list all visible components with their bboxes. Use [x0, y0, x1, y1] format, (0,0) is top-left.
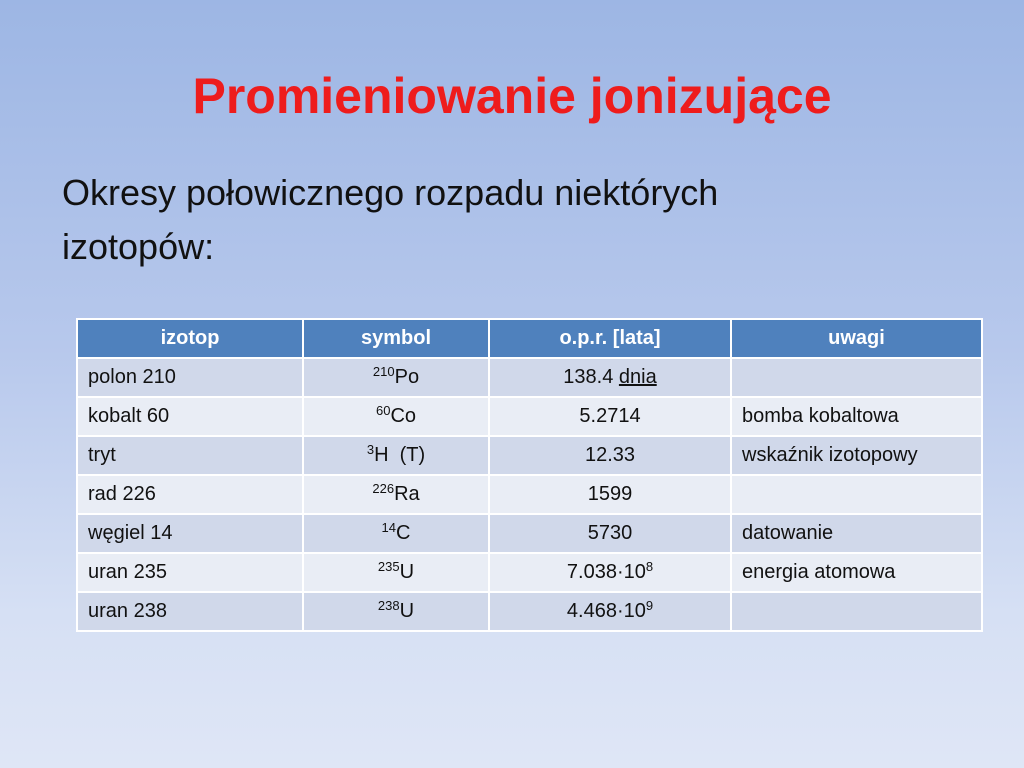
isotope-note: wskaźnik izotopowy: [731, 436, 982, 475]
half-life-value: 12.33: [584, 444, 636, 466]
isotope-symbol: [303, 397, 489, 436]
mass-number: 238: [377, 598, 400, 613]
half-life: [489, 397, 731, 436]
element-symbol: U: [399, 600, 415, 622]
half-life: [489, 592, 731, 631]
mass-number: 235: [377, 559, 400, 574]
mass-number: 60: [375, 403, 391, 418]
table-row: [77, 553, 982, 592]
isotope-note: energia atomowa: [731, 553, 982, 592]
isotope-note: [731, 358, 982, 397]
subtitle-line-1: Okresy połowicznego rozpadu niektórych: [62, 172, 719, 213]
element-symbol: Po: [394, 366, 420, 388]
table-header-row: [77, 319, 982, 358]
isotope-name: tryt: [77, 436, 303, 475]
half-life-exponent: 9: [645, 598, 654, 613]
half-life: [489, 436, 731, 475]
half-life: [489, 475, 731, 514]
isotope-name: polon 210: [77, 358, 303, 397]
subtitle-line-2: izotopów:: [62, 226, 215, 267]
isotope-note: datowanie: [731, 514, 982, 553]
isotope-note: [731, 475, 982, 514]
half-life: [489, 553, 731, 592]
header-notes: uwagi: [731, 319, 982, 358]
half-life-value: 138.4: [563, 366, 614, 388]
isotope-table: [76, 318, 983, 632]
isotope-name: uran 235: [77, 553, 303, 592]
isotope-symbol: [303, 592, 489, 631]
isotope-note: [731, 592, 982, 631]
mass-number: 3: [366, 442, 375, 457]
table-row: [77, 514, 982, 553]
half-life: [489, 358, 731, 397]
isotope-symbol: [303, 553, 489, 592]
element-symbol: Ra: [394, 483, 420, 505]
isotope-symbol: [303, 475, 489, 514]
header-half-life: o.p.r. [lata]: [489, 319, 731, 358]
isotope-symbol: [303, 514, 489, 553]
half-life-value: 5.2714: [579, 405, 641, 427]
table-row: [77, 436, 982, 475]
isotope-name: uran 238: [77, 592, 303, 631]
half-life-exponent: 8: [645, 559, 654, 574]
isotope-symbol: [303, 358, 489, 397]
table-row: [77, 475, 982, 514]
half-life-value: 7.038·10: [566, 561, 646, 583]
isotope-name: kobalt 60: [77, 397, 303, 436]
element-symbol: Co: [390, 405, 417, 427]
isotope-name: węgiel 14: [77, 514, 303, 553]
header-izotop: izotop: [77, 319, 303, 358]
element-symbol: H (T): [374, 444, 426, 466]
table-row: [77, 397, 982, 436]
table-row: [77, 358, 982, 397]
half-life: [489, 514, 731, 553]
slide-title: Promieniowanie jonizujące: [192, 68, 832, 124]
isotope-note: bomba kobaltowa: [731, 397, 982, 436]
element-symbol: U: [399, 561, 415, 583]
half-life-value: 5730: [587, 522, 633, 544]
half-life-unit: dnia: [618, 366, 657, 388]
header-symbol: symbol: [303, 319, 489, 358]
mass-number: 226: [372, 481, 395, 496]
table-row: [77, 592, 982, 631]
mass-number: 14: [381, 520, 396, 535]
half-life-value: 1599: [587, 483, 633, 505]
isotope-name: rad 226: [77, 475, 303, 514]
mass-number: 210: [372, 364, 395, 379]
slide-subtitle: [62, 166, 942, 274]
half-life-value: 4.468·10: [566, 600, 646, 622]
isotope-symbol: [303, 436, 489, 475]
element-symbol: C: [396, 522, 411, 544]
